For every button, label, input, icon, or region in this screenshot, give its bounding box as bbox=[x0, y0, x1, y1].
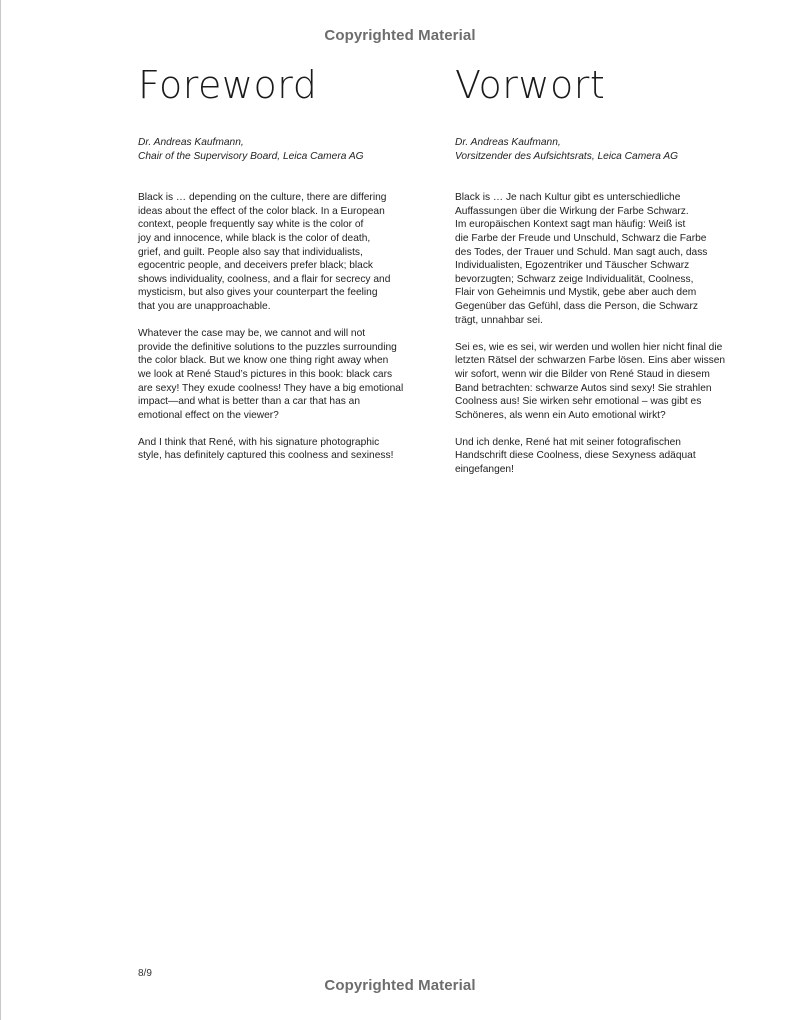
german-author-title: Vorsitzender des Aufsichtsrats, Leica Camera AG bbox=[455, 150, 679, 162]
english-paragraph-2 bbox=[138, 327, 420, 422]
text-line: Gegenüber das Gefühl, dass die Person, die Schwarz bbox=[455, 300, 698, 312]
text-line: Black is … depending on the culture, there are differing bbox=[138, 192, 387, 204]
german-heading: Vorwort bbox=[455, 63, 606, 107]
english-author-title: Chair of the Supervisory Board, Leica Camera AG bbox=[138, 150, 364, 162]
text-line: wir sofort, wenn wir die Bilder von René Staud in diesem bbox=[455, 368, 710, 380]
english-paragraph-3 bbox=[138, 436, 420, 463]
text-line: eingefangen! bbox=[455, 464, 514, 476]
english-paragraph-1 bbox=[138, 191, 420, 313]
text-line: Im europäischen Kontext sagt man häufig: Weiß ist bbox=[455, 219, 686, 231]
page-edge bbox=[0, 0, 1, 1020]
text-line: that you are unapproachable. bbox=[138, 300, 271, 312]
english-heading: Foreword bbox=[138, 63, 318, 107]
english-body bbox=[138, 191, 420, 463]
text-line: we look at René Staud’s pictures in this book: black cars bbox=[138, 368, 393, 380]
text-line: Coolness aus! Sie wirken sehr emotional – was gibt es bbox=[455, 396, 702, 408]
text-line: the color black. But we know one thing right away when bbox=[138, 355, 389, 367]
german-paragraph-2 bbox=[455, 341, 745, 423]
english-author-block bbox=[138, 136, 420, 163]
german-paragraph-3 bbox=[455, 436, 745, 477]
text-line: des Todes, der Trauer und Schuld. Man sagt auch, dass bbox=[455, 246, 708, 258]
text-line: impact—and what is better than a car that has an bbox=[138, 396, 360, 408]
text-line: ideas about the effect of the color black. In a European bbox=[138, 205, 385, 217]
english-column bbox=[138, 62, 420, 477]
german-author-name: Dr. Andreas Kaufmann, bbox=[455, 137, 561, 148]
german-body bbox=[455, 191, 745, 476]
german-author-block bbox=[455, 136, 745, 163]
text-line: egocentric people, and deceivers prefer black; black bbox=[138, 260, 374, 272]
watermark-bottom: Copyrighted Material bbox=[324, 977, 476, 994]
text-line: Band betrachten: schwarze Autos sind sexy! Sie strahlen bbox=[455, 382, 712, 394]
german-paragraph-1 bbox=[455, 191, 745, 327]
text-line: Auffassungen über die Wirkung der Farbe Schwarz. bbox=[455, 205, 689, 217]
text-line: provide the definitive solutions to the puzzles surrounding bbox=[138, 341, 397, 353]
text-line: Flair von Geheimnis und Mystik, gebe aber auch dem bbox=[455, 287, 697, 299]
text-line: joy and innocence, while black is the color of death, bbox=[138, 232, 371, 244]
text-line: Handschrift diese Coolness, diese Sexyness adäquat bbox=[455, 450, 696, 462]
text-line: Schöneres, als wenn ein Auto emotional wirkt? bbox=[455, 409, 666, 421]
text-line: shows individuality, coolness, and a flair for secrecy and bbox=[138, 273, 391, 285]
watermark-top: Copyrighted Material bbox=[324, 27, 476, 44]
text-line: mysticism, but also gives your counterpart the feeling bbox=[138, 287, 378, 299]
text-line: Black is … Je nach Kultur gibt es unterschiedliche bbox=[455, 192, 681, 204]
text-line: bevorzugten; Schwarz zeige Individualität, Coolness, bbox=[455, 273, 694, 285]
text-line: Whatever the case may be, we cannot and will not bbox=[138, 328, 366, 340]
text-line: emotional effect on the viewer? bbox=[138, 409, 279, 421]
text-line: Und ich denke, René hat mit seiner fotografischen bbox=[455, 436, 681, 448]
text-line: Individualisten, Egozentriker und Täuscher Schwarz bbox=[455, 260, 690, 272]
text-line: grief, and guilt. People also say that individualists, bbox=[138, 246, 363, 258]
text-line: And I think that René, with his signature photographic bbox=[138, 436, 380, 448]
german-column bbox=[455, 62, 745, 490]
text-line: style, has definitely captured this coolness and sexiness! bbox=[138, 450, 394, 462]
text-line: context, people frequently say white is the color of bbox=[138, 219, 364, 231]
text-line: letzten Rätsel der schwarzen Farbe lösen. Eins aber wissen bbox=[455, 355, 726, 367]
text-line: Sei es, wie es sei, wir werden und wollen hier nicht final die bbox=[455, 341, 723, 353]
english-author-name: Dr. Andreas Kaufmann, bbox=[138, 137, 244, 148]
text-line: are sexy! They exude coolness! They have a big emotional bbox=[138, 382, 404, 394]
text-line: trägt, unnahbar sei. bbox=[455, 314, 543, 326]
text-line: die Farbe der Freude und Unschuld, Schwarz die Farbe bbox=[455, 232, 707, 244]
page-number: 8/9 bbox=[138, 968, 152, 979]
